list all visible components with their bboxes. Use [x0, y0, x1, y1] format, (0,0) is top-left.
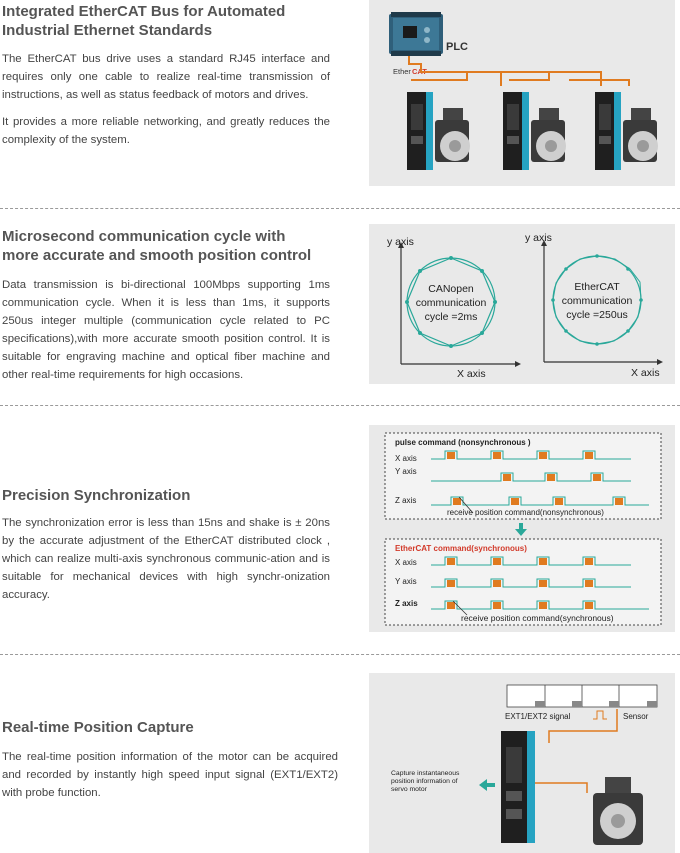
section-divider-2	[0, 405, 680, 406]
down-arrow-icon	[515, 523, 527, 536]
motor-cable	[535, 783, 587, 793]
section1-paragraph2: It provides a more reliable networking, and greatly reduces the complexity of the system.	[2, 116, 330, 146]
servo-motor-3	[623, 108, 658, 162]
servo-motor-1	[435, 108, 470, 162]
nonsync-caption: receive position command(nonsynchronous)	[447, 508, 604, 517]
canopen-y-axis-label: y axis	[387, 236, 414, 248]
plc-board-icon	[389, 12, 443, 56]
section2-body	[2, 276, 330, 393]
ethercat-network-figure	[369, 0, 675, 186]
canopen-text-line1: CANopen	[428, 283, 474, 295]
nonsync-row-y: Y axis	[395, 467, 417, 476]
ethercat-x-axis-label: X axis	[631, 367, 660, 379]
section4-paragraph1: The real-time position information of the motor can be acquired and recorded by instantly high speed input signal (EXT1/EXT2) with probe function.	[2, 751, 338, 799]
section1-title-line1: Integrated EtherCAT Bus for Automated	[2, 3, 286, 20]
sync-title: EtherCAT command(synchronous)	[395, 544, 527, 553]
section3-title: Precision Synchronization	[2, 487, 191, 504]
sensor-label: Sensor	[623, 712, 649, 721]
canopen-text-line3: cycle =2ms	[424, 311, 478, 323]
section2-paragraph1: Data transmission is bi-directional 100Mbps supporting 1ms communication cycle. When it is less than 1ms, it supports 250us integer multiple (communication cycle related to PC specifications),with more accurate smooth position control. It is suitable for engraving machine and optical fiber machine and other real-time requirements for high occasions.	[2, 279, 330, 381]
section-divider-1	[0, 208, 680, 209]
network-diagram	[369, 0, 675, 186]
section1-title	[2, 2, 285, 40]
position-capture-diagram	[369, 673, 675, 853]
section1-body	[2, 50, 330, 158]
nonsync-row-x: X axis	[395, 454, 417, 463]
pulse-signal-icon	[593, 711, 607, 719]
capture-text-line1: Capture instantaneous	[391, 770, 460, 777]
servo-motor	[593, 777, 643, 845]
plc-label: PLC	[446, 41, 468, 53]
ethercat-logo-text-b: CAT	[412, 67, 427, 76]
section1-title-line2: Industrial Ethernet Standards	[2, 22, 213, 39]
section2-title-line1: Microsecond communication cycle with	[2, 228, 286, 245]
section4-title: Real-time Position Capture	[2, 719, 194, 736]
sync-caption: receive position command(synchronous)	[461, 613, 614, 623]
section-divider-3	[0, 654, 680, 655]
synchronization-figure	[369, 425, 675, 632]
capture-text-line2: position information of	[391, 778, 458, 785]
servo-drive-3	[595, 92, 621, 170]
position-capture-figure	[369, 673, 675, 853]
nonsync-row-z: Z axis	[395, 496, 417, 505]
cycle-comparison-diagram	[369, 224, 675, 384]
ethercat-text-line2: communication	[561, 295, 633, 307]
servo-motor-2	[531, 108, 566, 162]
canopen-x-axis-label: X axis	[457, 368, 486, 380]
servo-drive	[501, 731, 535, 843]
section1-paragraph1: The EtherCAT bus drive uses a standard RJ45 interface and requires only one cable to realize real-time transmission of instructions, as well as status feedback of motors and drives.	[2, 53, 330, 101]
capture-text-line3: servo motor	[391, 786, 427, 793]
sync-row-z: Z axis	[395, 599, 418, 608]
linear-scale	[507, 685, 657, 707]
servo-drive-2	[503, 92, 529, 170]
ethercat-y-axis-label: y axis	[525, 232, 552, 244]
servo-drive-1	[407, 92, 433, 170]
ethercat-logo-text-a: Ether	[393, 67, 411, 76]
section2-title-line2: more accurate and smooth position control	[2, 247, 312, 264]
nonsync-title: pulse command (nonsynchronous )	[395, 438, 531, 447]
section2-title	[2, 227, 311, 265]
synchronization-diagram	[369, 425, 675, 632]
section3-paragraph1: The synchronization error is less than 15ns and shake is ± 20ns by the accurate adjustment of the EtherCAT distributed clock , which can realize multi-axis synchronous communic-ation and is suitable for mechanical devices with high synchr-onization accuracy.	[2, 517, 330, 601]
ethercat-text-line3: cycle =250us	[566, 309, 628, 321]
communication-cycle-figure	[369, 224, 675, 384]
ethercat-cable	[409, 56, 629, 86]
left-arrow-icon	[479, 779, 495, 791]
sync-row-x: X axis	[395, 558, 417, 567]
ext-signal-label: EXT1/EXT2 signal	[505, 712, 571, 721]
ethercat-text-line1: EtherCAT	[574, 281, 620, 293]
canopen-text-line2: communication	[415, 297, 487, 309]
section4-body	[2, 748, 338, 811]
section3-body	[2, 514, 330, 613]
sync-row-y: Y axis	[395, 577, 417, 586]
